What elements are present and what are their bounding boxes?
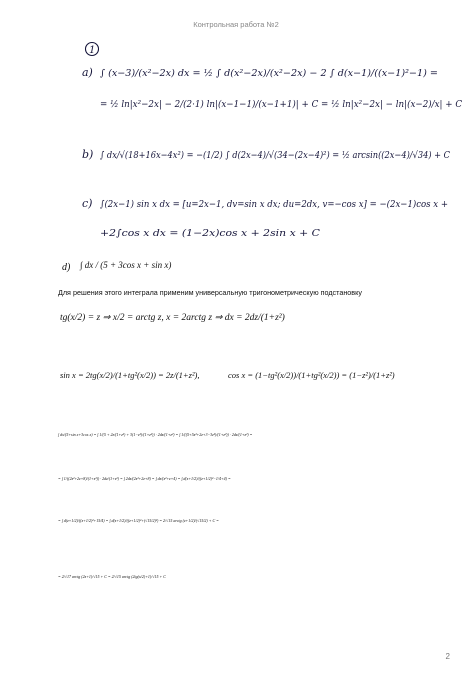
handwritten-solutions [0,0,472,250]
page-header: Контрольная работа №2 [193,20,279,29]
item-marker: 1 [89,45,96,56]
hw-c-label: c) [82,197,93,210]
cos-formula: cos x = (1−tg²(x/2))/(1+tg²(x/2)) = (1−z²)/(1+z²) [228,370,395,380]
substitution-note: Для решения этого интеграла применим универсальную тригонометрическую подстановку [58,288,362,297]
sin-formula: sin x = 2tg(x/2)/(1+tg²(x/2)) = 2z/(1+z²), [60,370,200,380]
eq-line-3: = ∫ d(z+1/2)/((z+1/2)²+15/4) = ∫ d(z+1/2)/((z+1/2)²+(√15/2)²) = 2/√15 arctg (z+1/2)/(√15/2) + C = [58,518,219,523]
hw-b-label: b) [82,148,94,161]
hw-a-label: a) [82,66,93,79]
d-label: d) [62,262,71,273]
hw-a-line1: ∫ (x−3)/(x²−2x) dx = ½ ∫ d(x²−2x)/(x²−2x) − 2 ∫ d(x−1)/((x−1)²−1) = [100,68,438,79]
hw-b-line1: ∫ dx/√(18+16x−4x²) = −(1/2) ∫ d(2x−4)/√(34−(2x−4)²) = ½ arcsin((2x−4)/√34) + C [100,150,451,161]
hw-c-line1: ∫(2x−1) sin x dx = [u=2x−1, dv=sin x dx; du=2dx, v=−cos x] = −(2x−1)cos x + [100,199,448,210]
hw-c-line2: +2∫cos x dx = (1−2x)cos x + 2sin x + C [100,228,321,239]
eq-line-1: ∫ dx/(5+sin x+3cos x) = ∫ 1/(5 + 2z/(1+z²) + 3(1−z²)/(1+z²)) · 2dz/(1+z²) = ∫ 1/((5+5z²+2z+3−3z²)/(1+z²)) · 2dz/(1+z²) = [58,432,253,437]
eq-line-2: = ∫ 1/((2z²+2z+8)/(1+z²)) · 2dz/(1+z²) = ∫ 2dz/(2z²+2z+8) = ∫ dz/(z²+z+4) = ∫ d(z+1/2)/((z+1/2)²−1/4+4) = [58,476,231,481]
eq-line-4: = 2/√17 arctg (2z+1)/√15 + C = 2/√15 arctg (2tg(x/2)+1)/√15 + C [58,574,166,579]
substitution-line: tg(x/2) = z ⇒ x/2 = arctg z, x = 2arctg z ⇒ dx = 2dz/(1+z²) [60,313,285,323]
hw-a-line2: = ½ ln|x²−2x| − 2/(2·1) ln|(x−1−1)/(x−1+1)| + C = ½ ln|x²−2x| − ln|(x−2)/x| + C [100,99,463,110]
page-number: 2 [445,652,450,661]
d-integral: ∫ dx / (5 + 3cos x + sin x) [80,260,172,270]
